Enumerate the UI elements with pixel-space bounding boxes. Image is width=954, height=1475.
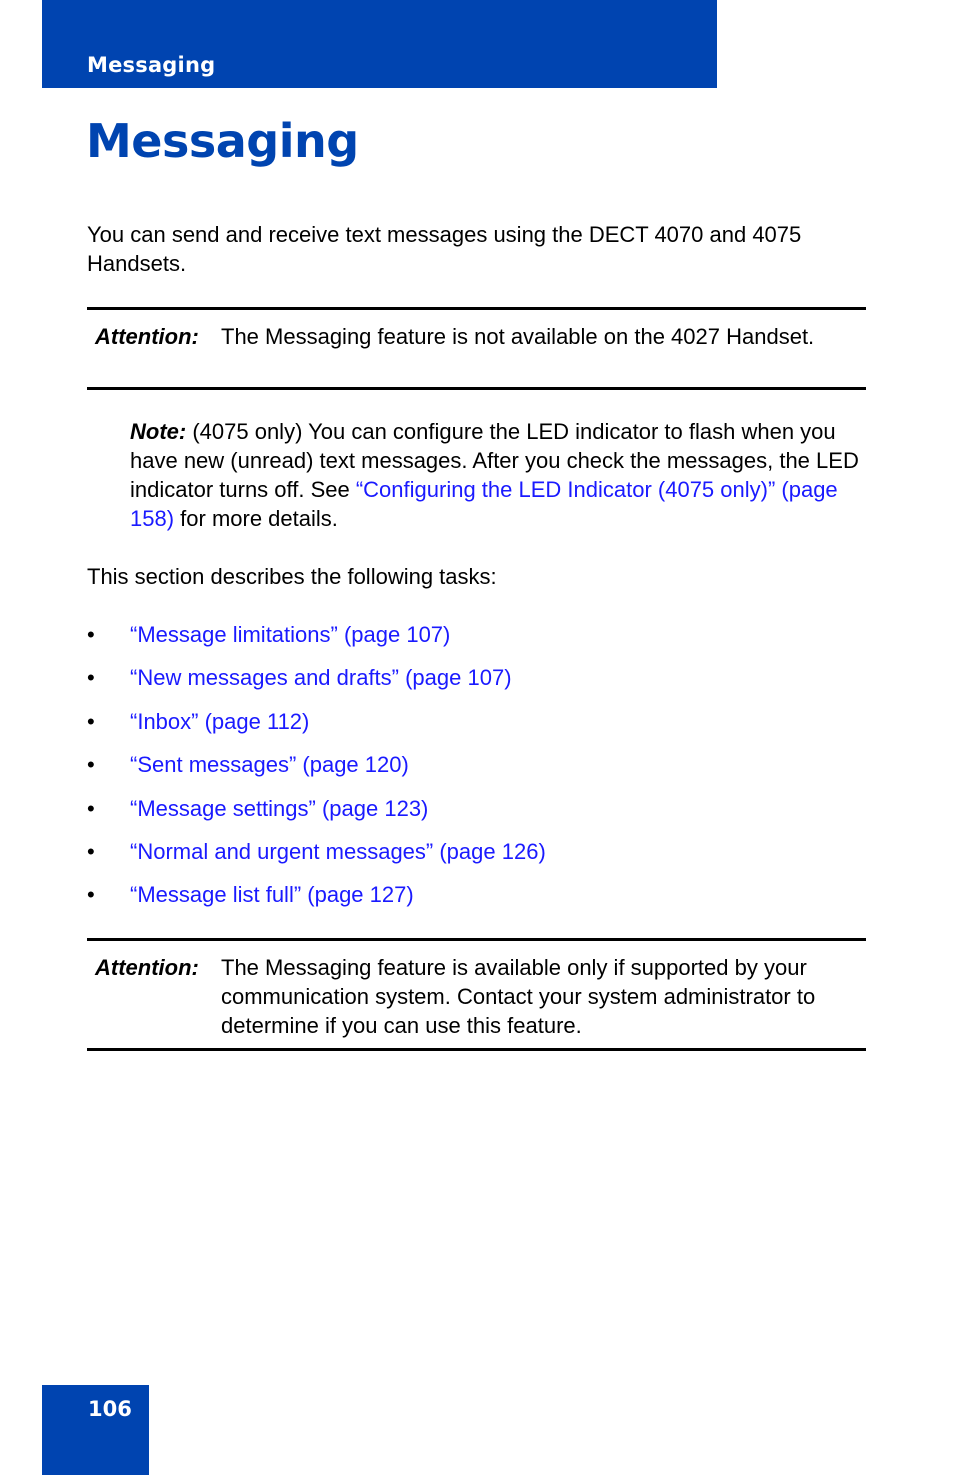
note-label: Note: [130, 419, 187, 444]
bullet: • [87, 795, 95, 821]
attention-label: Attention: [95, 955, 199, 980]
attention-text: The Messaging feature is available only if supported by your communication system. Contact your system administrator to determine if you can use this feature. [221, 955, 816, 1038]
bullet: • [87, 838, 95, 864]
page-title: Messaging [86, 114, 359, 168]
note-paragraph [130, 417, 865, 533]
bullet: • [87, 622, 95, 647]
task-link-message-list-full[interactable]: “Message list full” (page 127) [130, 882, 414, 908]
bullet: • [87, 752, 95, 778]
attention-box-system-support [87, 938, 866, 1051]
bullet: • [87, 882, 95, 908]
section-header: Messaging [87, 53, 216, 77]
intro-paragraph: You can send and receive text messages using the DECT 4070 and 4075 Handsets. [87, 222, 802, 276]
page-number: 106 [88, 1397, 132, 1421]
note-text: (4075 only) You can configure the LED indicator to flash when you have new (unread) text messages. After you check the messages, the LED indicator turns off. See [130, 419, 859, 502]
task-link-normal-urgent[interactable]: “Normal and urgent messages” (page 126) [130, 838, 546, 864]
note-text-end: for more details. [174, 506, 338, 531]
task-link-new-messages[interactable]: “New messages and drafts” (page 107) [130, 665, 512, 691]
task-link-message-settings[interactable]: “Message settings” (page 123) [130, 795, 429, 821]
attention-box-availability [87, 307, 866, 390]
task-link-inbox[interactable]: “Inbox” (page 112) [130, 708, 310, 734]
attention-text: The Messaging feature is not available on the 4027 Handset. [221, 324, 815, 349]
footer-page-box [42, 1385, 149, 1475]
task-link-sent-messages[interactable]: “Sent messages” (page 120) [130, 752, 409, 778]
configuring-led-link[interactable]: “Configuring the LED Indicator (4075 only)” (page 158) [130, 477, 838, 531]
header-bar [42, 0, 717, 88]
bullet: • [87, 708, 95, 734]
tasks-intro: This section describes the following tasks: [87, 564, 497, 589]
task-link-message-limitations[interactable]: “Message limitations” (page 107) [130, 622, 451, 647]
bullet: • [87, 665, 95, 691]
attention-label: Attention: [95, 324, 199, 349]
